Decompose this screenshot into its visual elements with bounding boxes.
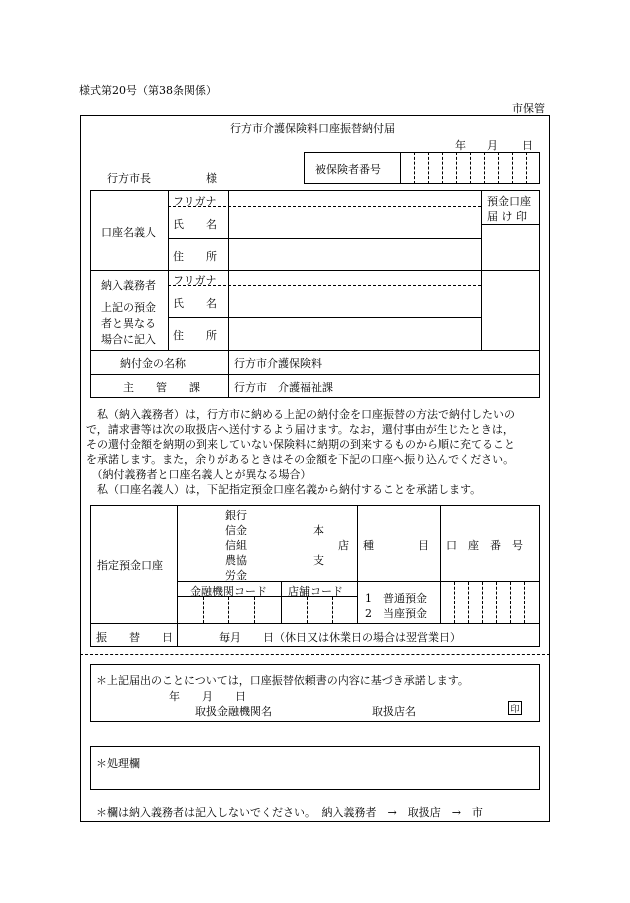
consent-bank-name: 取扱金融機関名 [195,705,272,718]
paragraph-1-line-3: その還付金額を納期の到来していない保険料に納期の到来するものから順に充てること [86,438,515,451]
payer-name-label: 氏 名 [173,297,217,310]
type-ordinary: 1 普通預金 [365,592,427,605]
paragraph-1-line-2: で，請求書等は次の取扱店へ送付するよう届けます。なお，還付事由が生じたときは， [86,423,514,436]
consent-text: ＊上記届出のことについては，口座振替依頼書の内容に基づき承諾します。 [96,674,469,687]
payer-label-1: 納入義務者 [101,279,156,292]
holder-furigana-label: フリガナ [173,195,217,208]
transfer-label: 振 替 日 [96,631,173,644]
holder-name-label: 氏 名 [173,218,217,231]
transfer-value: 毎月 日（休日又は休業日の場合は翌営業日） [219,631,461,644]
payer-address-label: 住 所 [173,329,217,342]
processing-box [90,746,540,790]
dept-label: 主 管 課 [123,381,200,394]
account-holder-label: 口座名義人 [101,226,156,239]
consent-date: 年 月 日 [169,690,246,703]
footer-note: ＊欄は納入義務者は記入しないでください。 納入義務者 → 取扱店 → 市 [96,806,483,819]
bank-code-label: 金融機関コード [190,585,267,598]
bank-type-3: 信組 [225,539,247,552]
payer-label-4: 場合に記入 [101,333,156,346]
payer-label-2: 上記の預金 [101,301,156,314]
seal-label-1: 預金口座 [487,195,531,208]
dept-value: 行方市 介護福祉課 [234,381,333,394]
paragraph-1-line-1: 私（納入義務者）は，行方市に納める上記の納付金を口座振替の方法で納付したいの [86,408,515,421]
form-number: 様式第20号（第38条関係） [79,84,217,97]
payer-furigana-label: フリガナ [173,274,217,287]
date-year: 年 [455,139,466,152]
type-label: 種 目 [363,539,429,552]
bank-type-2: 信金 [225,524,247,537]
processing-label: ＊処理欄 [96,757,140,770]
branch-type-1: 本 [313,524,324,537]
branch-code-label: 店舗コード [288,585,343,598]
paragraph-3: 私（口座名義人）は，下記指定預金口座名義から納付することを承諾します。 [86,483,482,496]
bank-type-1: 銀行 [225,509,247,522]
payer-label-3: 者と異なる [101,317,156,330]
account-number-label: 口 座 番 号 [446,539,523,552]
account-label: 指定預金口座 [97,559,163,572]
payment-name-label: 納付金の名称 [120,357,186,370]
paragraph-2: （納付義務者と口座名義人とが異なる場合） [86,468,312,481]
date-month: 月 [487,139,498,152]
seal-mark: 印 [508,701,522,715]
branch-type-3: 支 [313,554,324,567]
bank-type-4: 農協 [225,554,247,567]
bank-type-5: 労金 [225,569,247,582]
date-day: 日 [522,139,533,152]
payment-name-value: 行方市介護保険料 [234,357,322,370]
consent-branch-name: 取扱店名 [372,705,416,718]
form-title: 行方市介護保険料口座振替納付届 [230,122,395,135]
type-current: 2 当座預金 [365,607,427,620]
insured-number-label: 被保険者番号 [315,163,381,176]
paragraph-1-line-4: を承諾します。また，余りがあるときはその金額を下記の口座へ振り込んでください。 [86,453,515,466]
holder-address-label: 住 所 [173,250,217,263]
branch-type-2: 店 [338,539,349,552]
addressee: 行方市長 様 [107,172,217,185]
seal-label-2: 届 け 印 [487,210,527,223]
retention-note: 市保管 [512,102,545,115]
